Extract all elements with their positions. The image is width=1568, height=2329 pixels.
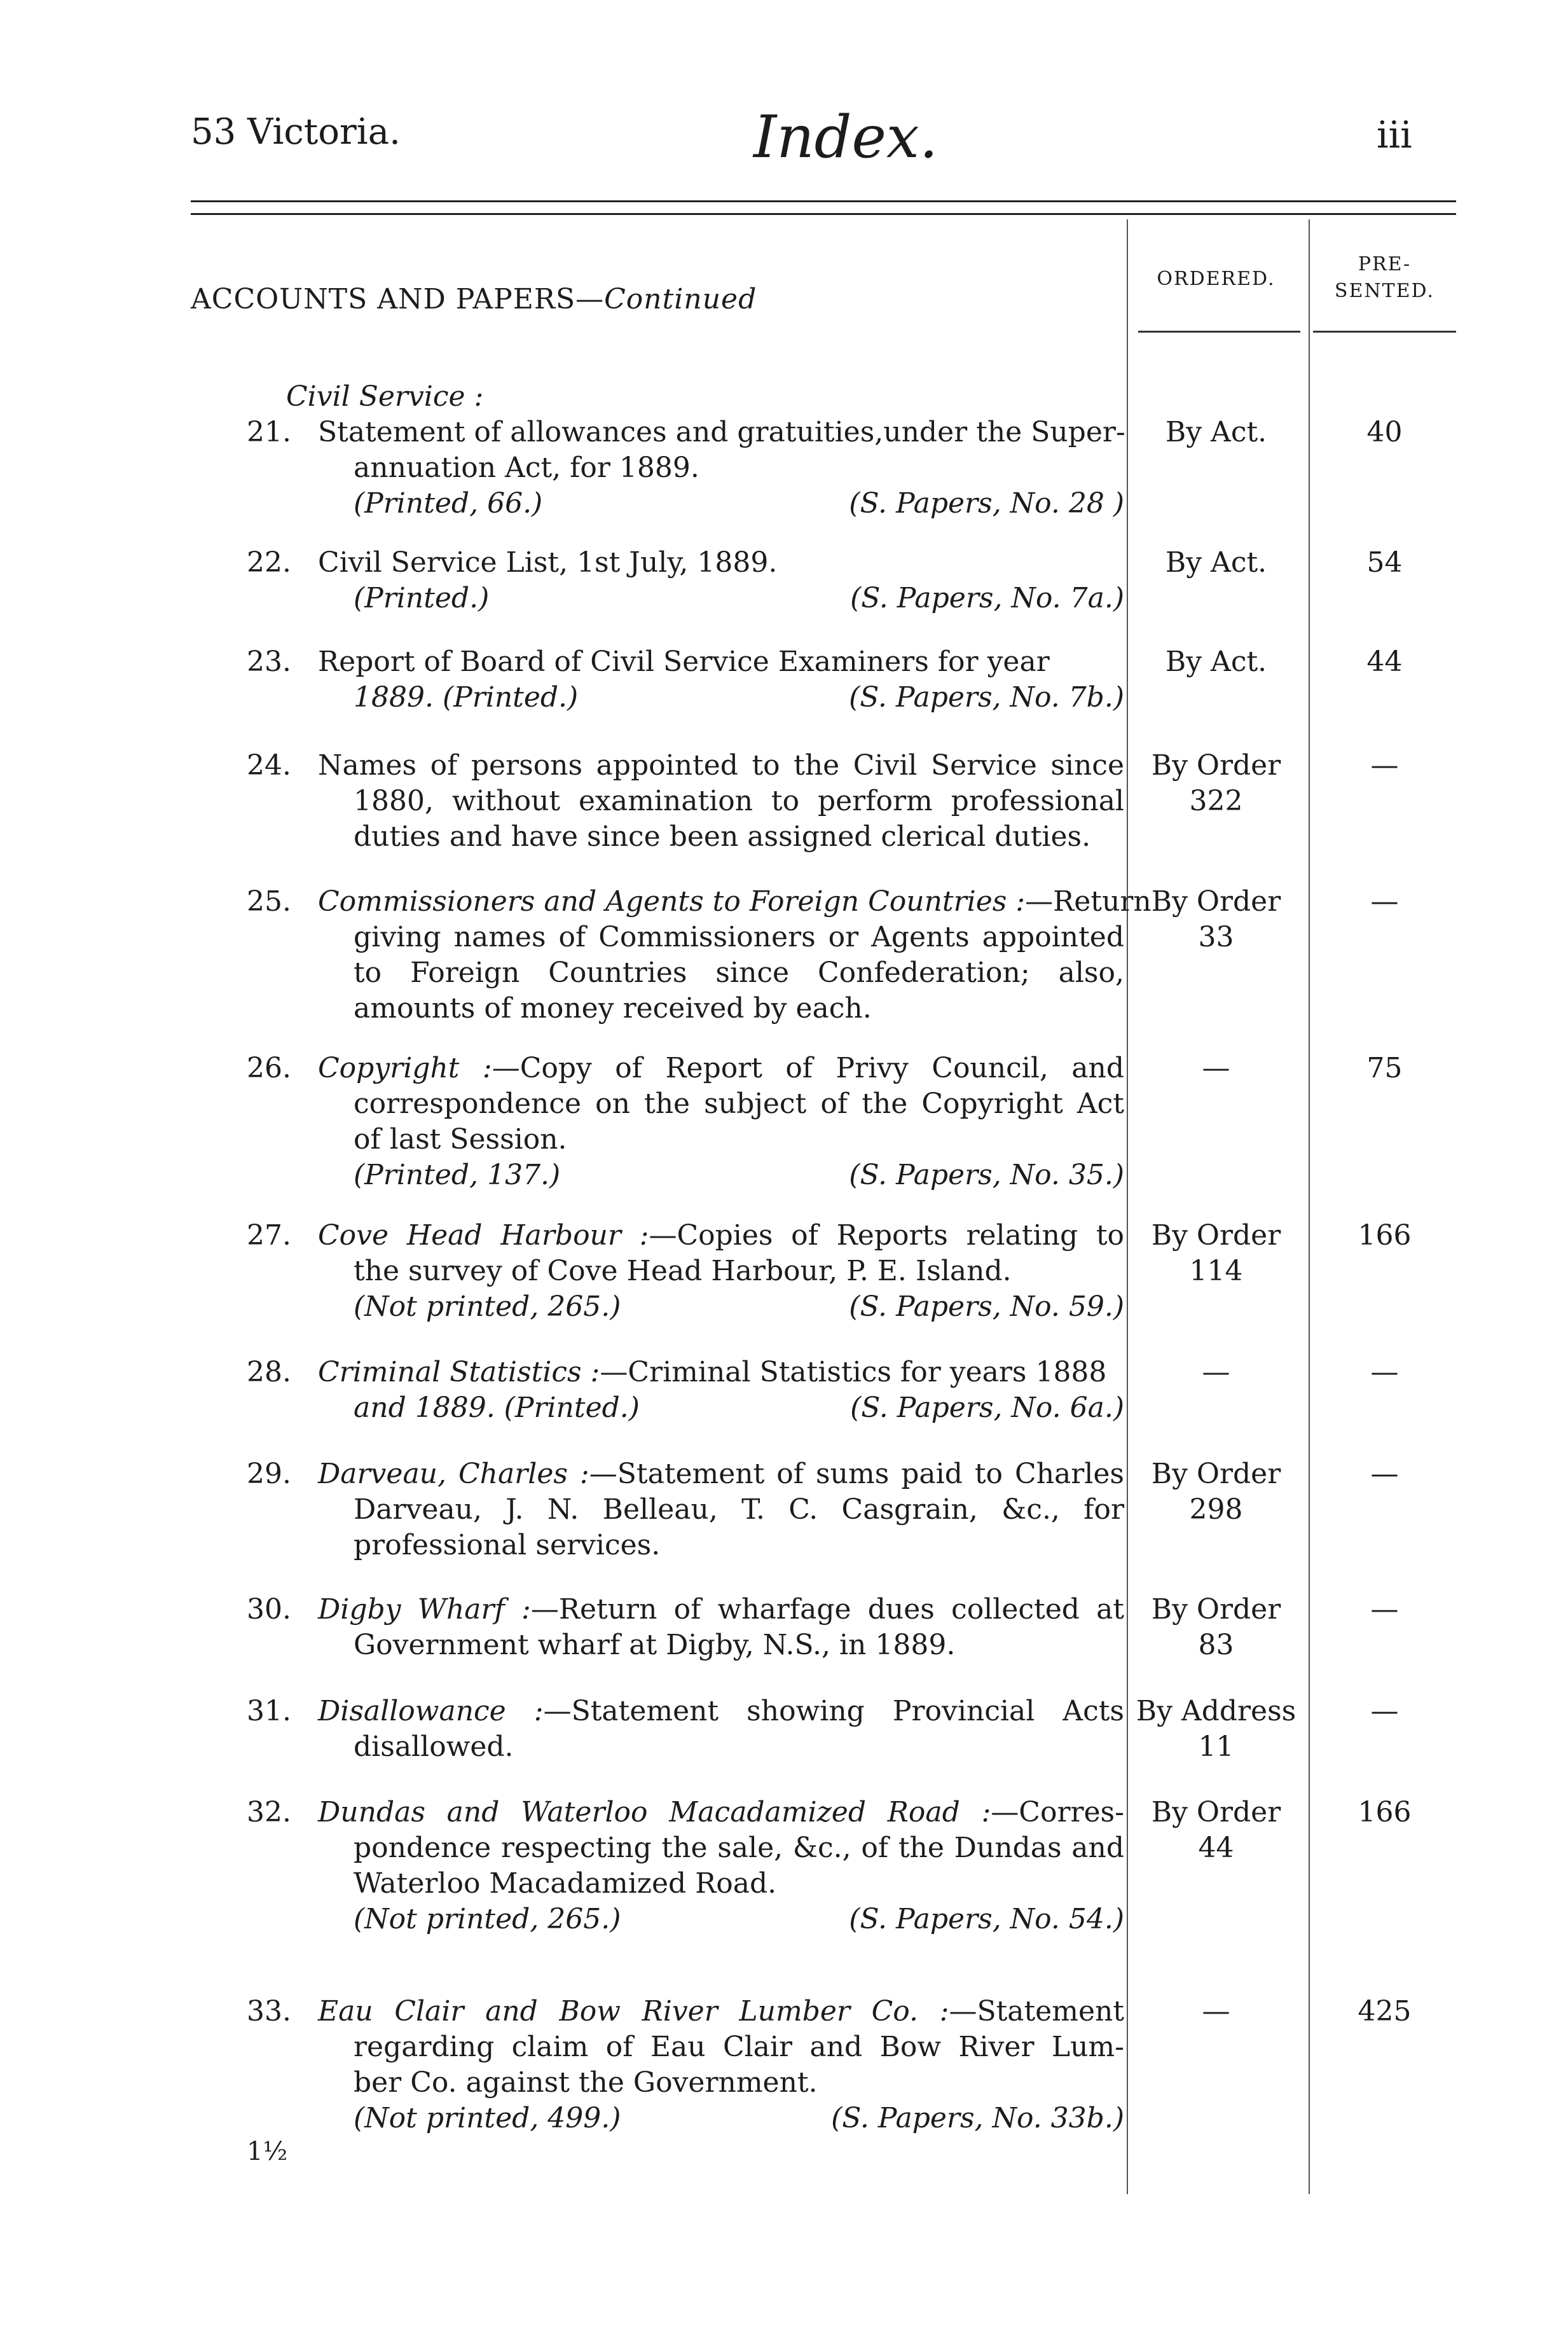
entry-continuation-line: annuation Act, for 1889. bbox=[354, 452, 699, 484]
index-entry bbox=[247, 415, 1124, 522]
entry-first-line bbox=[247, 748, 1124, 784]
entry-continuation-line: professional services. bbox=[354, 1529, 661, 1561]
index-entry bbox=[247, 1456, 1124, 1563]
running-header-left: 53 Victoria. bbox=[191, 111, 401, 153]
ordered-number: 33 bbox=[1198, 921, 1234, 953]
index-entry bbox=[247, 1592, 1124, 1663]
entry-continuation-line: amounts of money received by each. bbox=[354, 992, 872, 1025]
entry-continuation-line: disallowed. bbox=[354, 1731, 514, 1763]
entry-number: 22. bbox=[247, 546, 291, 579]
running-header-title: Index. bbox=[753, 103, 939, 171]
presented-cell: — bbox=[1370, 749, 1399, 782]
entry-first-line bbox=[247, 644, 1124, 680]
ordered-by: By Order bbox=[1151, 1796, 1281, 1828]
entry-text: —Return bbox=[1025, 885, 1152, 918]
entry-first-line bbox=[247, 1592, 1124, 1628]
sessional-paper-ref: (S. Papers, No. 33b.) bbox=[831, 2102, 1124, 2134]
entry-references bbox=[247, 1158, 1124, 1193]
column-head-presented bbox=[1310, 251, 1459, 305]
sessional-paper-ref: (S. Papers, No. 6a.) bbox=[850, 1392, 1124, 1424]
section-title: ACCOUNTS AND PAPERS—Continued bbox=[191, 283, 757, 315]
sessional-paper-ref: (S. Papers, No. 59.) bbox=[849, 1290, 1124, 1323]
ordered-cell bbox=[1125, 644, 1307, 680]
subheading-civil-service: Civil Service : bbox=[286, 380, 484, 413]
entry-references bbox=[247, 486, 1124, 522]
column-head-rule-ordered bbox=[1138, 331, 1300, 333]
presented-cell: — bbox=[1370, 1695, 1399, 1727]
index-entry bbox=[247, 748, 1124, 855]
ordered-number: 322 bbox=[1189, 785, 1243, 817]
ordered-by: — bbox=[1202, 1356, 1230, 1388]
entry-number: 23. bbox=[247, 646, 291, 678]
index-entry bbox=[247, 1694, 1124, 1765]
ordered-cell bbox=[1125, 1456, 1307, 1528]
entry-continuation-line: of last Session. bbox=[354, 1123, 567, 1156]
entry-text: —Statement of sums paid to Charles bbox=[589, 1458, 1124, 1490]
column-head-ordered: ORDERED. bbox=[1157, 268, 1276, 290]
column-divider-right bbox=[1309, 219, 1310, 2194]
ordered-cell bbox=[1125, 415, 1307, 450]
entry-number: 29. bbox=[247, 1458, 291, 1490]
sessional-paper-ref: (S. Papers, No. 35.) bbox=[849, 1159, 1124, 1191]
entry-number: 26. bbox=[247, 1052, 291, 1084]
index-entry bbox=[247, 884, 1152, 1026]
entry-first-line bbox=[247, 1051, 1124, 1086]
ordered-by: By Order bbox=[1151, 1593, 1281, 1626]
entry-references bbox=[247, 1289, 1124, 1325]
column-head-presented-line1: PRE- bbox=[1358, 253, 1412, 275]
entry-number: 31. bbox=[247, 1695, 291, 1727]
entry-text: —Criminal Statistics for years 1888 bbox=[600, 1356, 1107, 1388]
entry-continuation-line: Darveau, J. N. Belleau, T. C. Casgrain, &c., for bbox=[354, 1493, 1124, 1526]
entry-title: Dundas and Waterloo Macadamized Road : bbox=[318, 1796, 991, 1828]
entry-continuation-line: to Foreign Countries since Confederation; also, bbox=[354, 957, 1124, 989]
entry-continuation-line: 1880, without examination to perform professional bbox=[354, 785, 1124, 817]
printed-status: and 1889. (Printed.) bbox=[354, 1392, 640, 1424]
index-entry bbox=[247, 644, 1124, 715]
ordered-by: By Address bbox=[1136, 1695, 1296, 1727]
entry-references bbox=[247, 1390, 1124, 1426]
index-entry bbox=[247, 1218, 1124, 1325]
presented-cell: 75 bbox=[1366, 1052, 1403, 1084]
entry-first-line bbox=[247, 1456, 1124, 1492]
column-divider-left bbox=[1127, 219, 1128, 2194]
entry-number: 25. bbox=[247, 885, 291, 918]
entry-title: Eau Clair and Bow River Lumber Co. : bbox=[318, 1995, 949, 2028]
printed-status: (Printed, 66.) bbox=[354, 487, 543, 520]
entry-continuation-line: pondence respecting the sale, &c., of the Dundas and bbox=[354, 1832, 1124, 1864]
entry-continuation-line: Government wharf at Digby, N.S., in 1889. bbox=[354, 1629, 956, 1661]
sessional-paper-ref: (S. Papers, No. 28 ) bbox=[849, 487, 1124, 520]
ordered-by: — bbox=[1202, 1052, 1230, 1084]
presented-cell: — bbox=[1370, 1593, 1399, 1626]
entry-text: Names of persons appointed to the Civil Service since bbox=[318, 749, 1124, 782]
ordered-by: — bbox=[1202, 1995, 1230, 2028]
entry-first-line bbox=[247, 1994, 1124, 2029]
entry-first-line bbox=[247, 884, 1152, 920]
presented-cell: — bbox=[1370, 1458, 1399, 1490]
entry-number: 32. bbox=[247, 1796, 291, 1828]
ordered-by: By Order bbox=[1151, 749, 1281, 782]
entry-text: —Statement showing Provincial Acts bbox=[543, 1695, 1124, 1727]
entry-number: 28. bbox=[247, 1356, 291, 1388]
index-entry bbox=[247, 1051, 1124, 1193]
header-rule-top bbox=[191, 200, 1456, 202]
entry-text: Civil Service List, 1st July, 1889. bbox=[318, 546, 778, 579]
entry-number: 27. bbox=[247, 1219, 291, 1252]
entry-number: 30. bbox=[247, 1593, 291, 1626]
entry-references bbox=[247, 680, 1124, 715]
ordered-number: 298 bbox=[1189, 1493, 1243, 1526]
presented-cell: — bbox=[1370, 885, 1399, 918]
entry-text: —Copies of Reports relating to bbox=[649, 1219, 1124, 1252]
entry-first-line bbox=[247, 1218, 1124, 1254]
entry-text: Report of Board of Civil Service Examiners for year bbox=[318, 646, 1050, 678]
entry-continuation-line: regarding claim of Eau Clair and Bow River Lum- bbox=[354, 2031, 1124, 2063]
entry-number: 24. bbox=[247, 749, 291, 782]
sessional-paper-ref: (S. Papers, No. 54.) bbox=[849, 1903, 1124, 1935]
header-rule-bottom bbox=[191, 213, 1456, 215]
signature-mark: 1½ bbox=[247, 2137, 288, 2166]
entry-references bbox=[247, 1902, 1124, 1937]
entry-continuation-line: Waterloo Macadamized Road. bbox=[354, 1867, 777, 1900]
index-entry bbox=[247, 1795, 1124, 1937]
presented-cell: 166 bbox=[1358, 1796, 1412, 1828]
entry-continuation-line: ber Co. against the Government. bbox=[354, 2066, 818, 2099]
entry-title: Cove Head Harbour : bbox=[318, 1219, 649, 1252]
ordered-cell bbox=[1125, 1694, 1307, 1765]
index-entry bbox=[247, 1355, 1124, 1426]
ordered-cell bbox=[1125, 1218, 1307, 1289]
index-entry bbox=[247, 545, 1124, 616]
ordered-by: By Order bbox=[1151, 885, 1281, 918]
entry-first-line bbox=[247, 1795, 1124, 1830]
ordered-number: 11 bbox=[1198, 1731, 1234, 1763]
entry-first-line bbox=[247, 545, 1124, 581]
entry-continuation-line: giving names of Commissioners or Agents appointed bbox=[354, 921, 1124, 953]
entry-text: Statement of allowances and gratuities,under the Super- bbox=[318, 416, 1125, 448]
printed-status: 1889. (Printed.) bbox=[354, 681, 579, 714]
ordered-number: 83 bbox=[1198, 1629, 1234, 1661]
printed-status: (Not printed, 265.) bbox=[354, 1290, 621, 1323]
ordered-cell bbox=[1125, 884, 1307, 955]
ordered-number: 44 bbox=[1198, 1832, 1234, 1864]
index-entry bbox=[247, 1994, 1124, 2136]
entry-continuation-line: duties and have since been assigned clerical duties. bbox=[354, 820, 1091, 853]
printed-status: (Printed, 137.) bbox=[354, 1159, 561, 1191]
ordered-cell bbox=[1125, 1795, 1307, 1866]
entry-title: Criminal Statistics : bbox=[318, 1356, 600, 1388]
entry-text: —Copy of Report of Privy Council, and bbox=[492, 1052, 1124, 1084]
page-number: iii bbox=[1377, 113, 1412, 156]
ordered-cell bbox=[1125, 545, 1307, 581]
sessional-paper-ref: (S. Papers, No. 7a.) bbox=[850, 582, 1124, 614]
presented-cell: 425 bbox=[1358, 1995, 1412, 2028]
entry-title: Copyright : bbox=[318, 1052, 492, 1084]
entry-references bbox=[247, 2101, 1124, 2136]
presented-cell: 54 bbox=[1366, 546, 1403, 579]
ordered-by: By Act. bbox=[1165, 646, 1267, 678]
ordered-cell bbox=[1125, 1051, 1307, 1086]
ordered-cell bbox=[1125, 1355, 1307, 1390]
printed-status: (Not printed, 499.) bbox=[354, 2102, 621, 2134]
entry-text: —Return of wharfage dues collected at bbox=[530, 1593, 1125, 1626]
entry-number: 21. bbox=[247, 416, 291, 448]
ordered-number: 114 bbox=[1189, 1255, 1243, 1287]
entry-text: —Corres- bbox=[991, 1796, 1124, 1828]
ordered-cell bbox=[1125, 1592, 1307, 1663]
entry-title: Disallowance : bbox=[318, 1695, 544, 1727]
ordered-by: By Order bbox=[1151, 1219, 1281, 1252]
presented-cell: 166 bbox=[1358, 1219, 1412, 1252]
presented-cell: 44 bbox=[1366, 646, 1403, 678]
ordered-by: By Act. bbox=[1165, 546, 1267, 579]
ordered-by: By Order bbox=[1151, 1458, 1281, 1490]
ordered-cell bbox=[1125, 1994, 1307, 2029]
entry-text: —Statement bbox=[949, 1995, 1124, 2028]
sessional-paper-ref: (S. Papers, No. 7b.) bbox=[849, 681, 1124, 714]
column-head-rule-presented bbox=[1313, 331, 1456, 333]
presented-cell: — bbox=[1370, 1356, 1399, 1388]
printed-status: (Printed.) bbox=[354, 582, 490, 614]
ordered-by: By Act. bbox=[1165, 416, 1267, 448]
entry-continuation-line: correspondence on the subject of the Copyright Act bbox=[354, 1088, 1124, 1120]
entry-title: Commissioners and Agents to Foreign Countries : bbox=[318, 885, 1026, 918]
entry-number: 33. bbox=[247, 1995, 291, 2028]
entry-title: Digby Wharf : bbox=[318, 1593, 531, 1626]
entry-first-line bbox=[247, 1355, 1124, 1390]
column-head-presented-line2: SENTED. bbox=[1334, 280, 1435, 302]
printed-status: (Not printed, 265.) bbox=[354, 1903, 621, 1935]
presented-cell: 40 bbox=[1366, 416, 1403, 448]
entry-title: Darveau, Charles : bbox=[318, 1458, 589, 1490]
ordered-cell bbox=[1125, 748, 1307, 819]
entry-first-line bbox=[247, 415, 1124, 450]
entry-first-line bbox=[247, 1694, 1124, 1729]
entry-references bbox=[247, 581, 1124, 616]
entry-continuation-line: the survey of Cove Head Harbour, P. E. Island. bbox=[354, 1255, 1012, 1287]
